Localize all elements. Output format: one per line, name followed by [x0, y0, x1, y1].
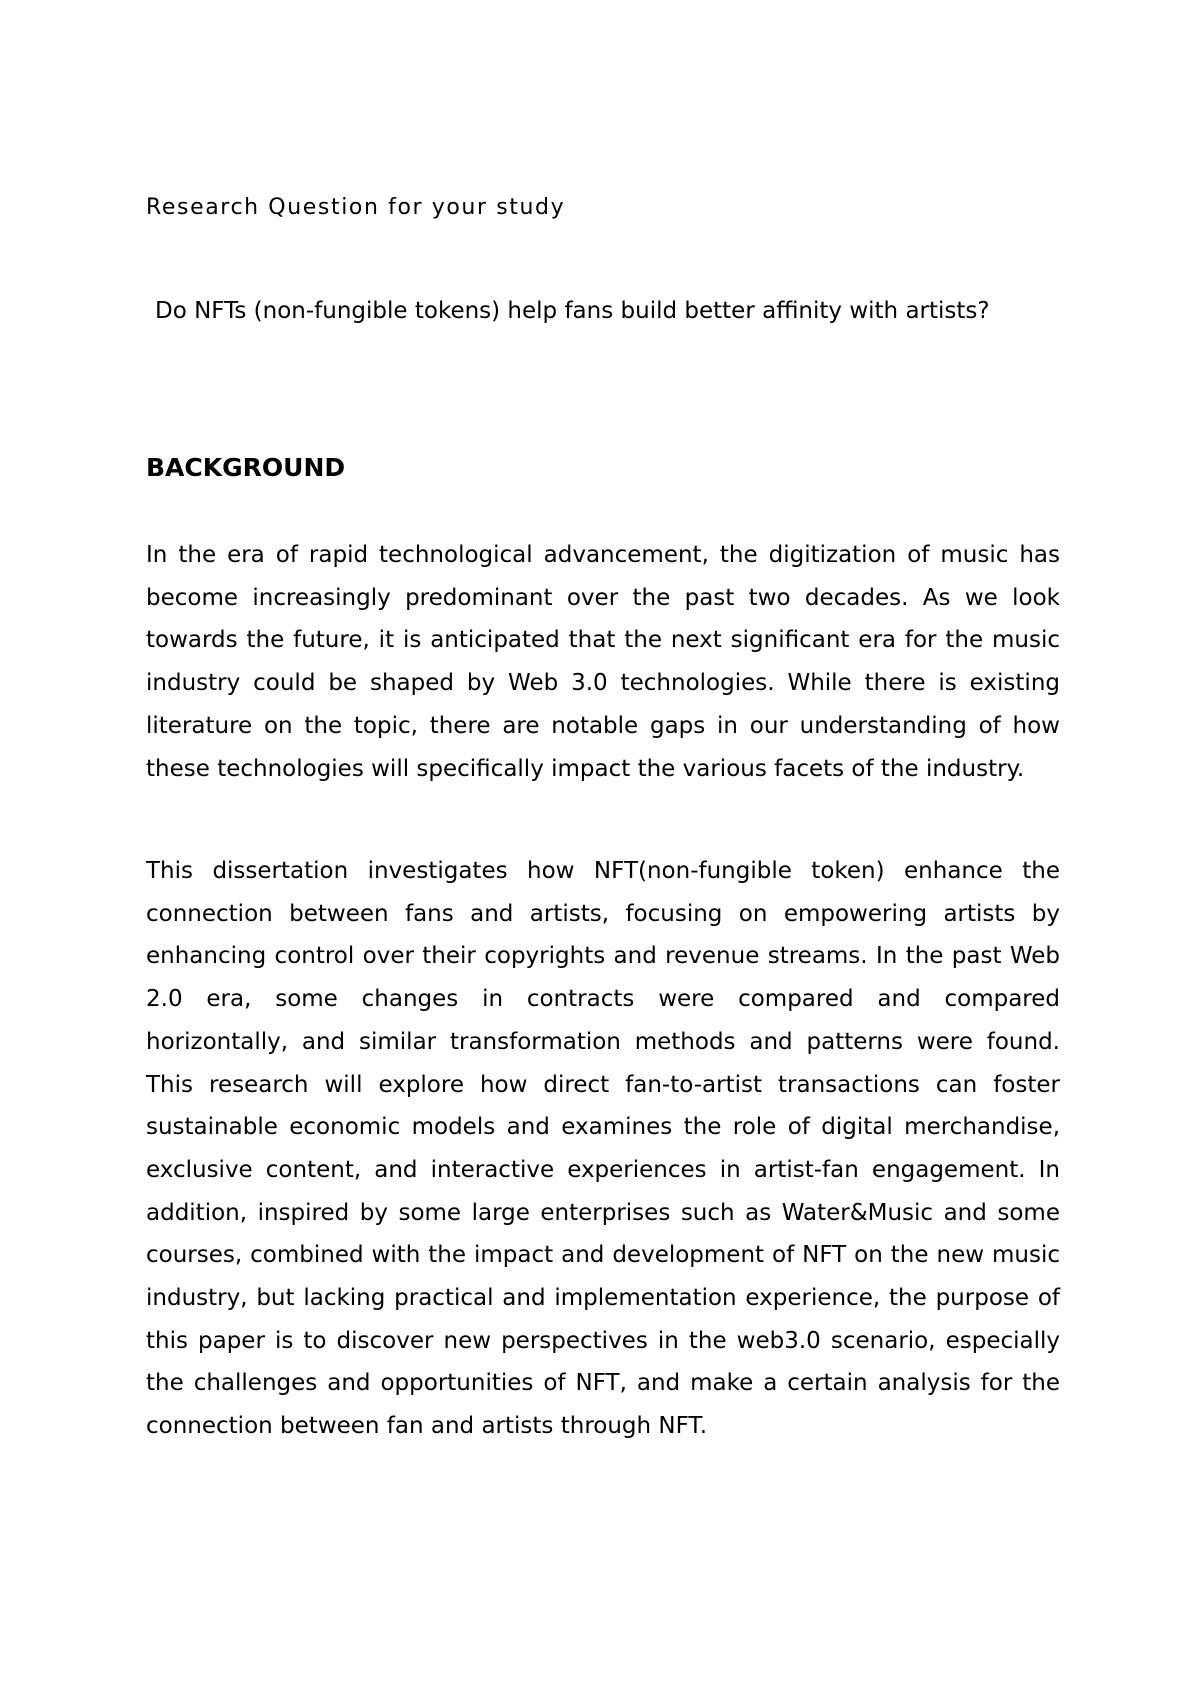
research-question-text: Do NFTs (non-fungible tokens) help fans build better affinity with artists? — [155, 298, 990, 324]
background-paragraph-1: In the era of rapid technological advancement, the digitization of music has become increasingly predominant over the past two decades. As we look towards the future, it is anticipated that the next significant era for the music industry could be shaped by Web 3.0 technologies. While there is existing literature on the topic, there are notable gaps in our understanding of how these technologies will specifically impact the various facets of the industry. — [146, 542, 1060, 782]
research-question-heading: Research Question for your study — [146, 195, 566, 220]
background-heading: BACKGROUND — [146, 453, 346, 482]
background-paragraph-2: This dissertation investigates how NFT(non-fungible token) enhance the connection between fans and artists, focusing on empowering artists by enhancing control over their copyrights and revenue streams. In the past Web 2.0 era, some changes in contracts were compared and compared horizontally, and similar transformation methods and patterns were found. This research will explore how direct fan-to-artist transactions can foster sustainable economic models and examines the role of digital merchandise, exclusive content, and interactive experiences in artist-fan engagement. In addition, inspired by some large enterprises such as Water&Music and some courses, combined with the impact and development of NFT on the new music industry, but lacking practical and implementation experience, the purpose of this paper is to discover new perspectives in the web3.0 scenario, especially the challenges and opportunities of NFT, and make a certain analysis for the connection between fan and artists through NFT. — [146, 858, 1060, 1440]
